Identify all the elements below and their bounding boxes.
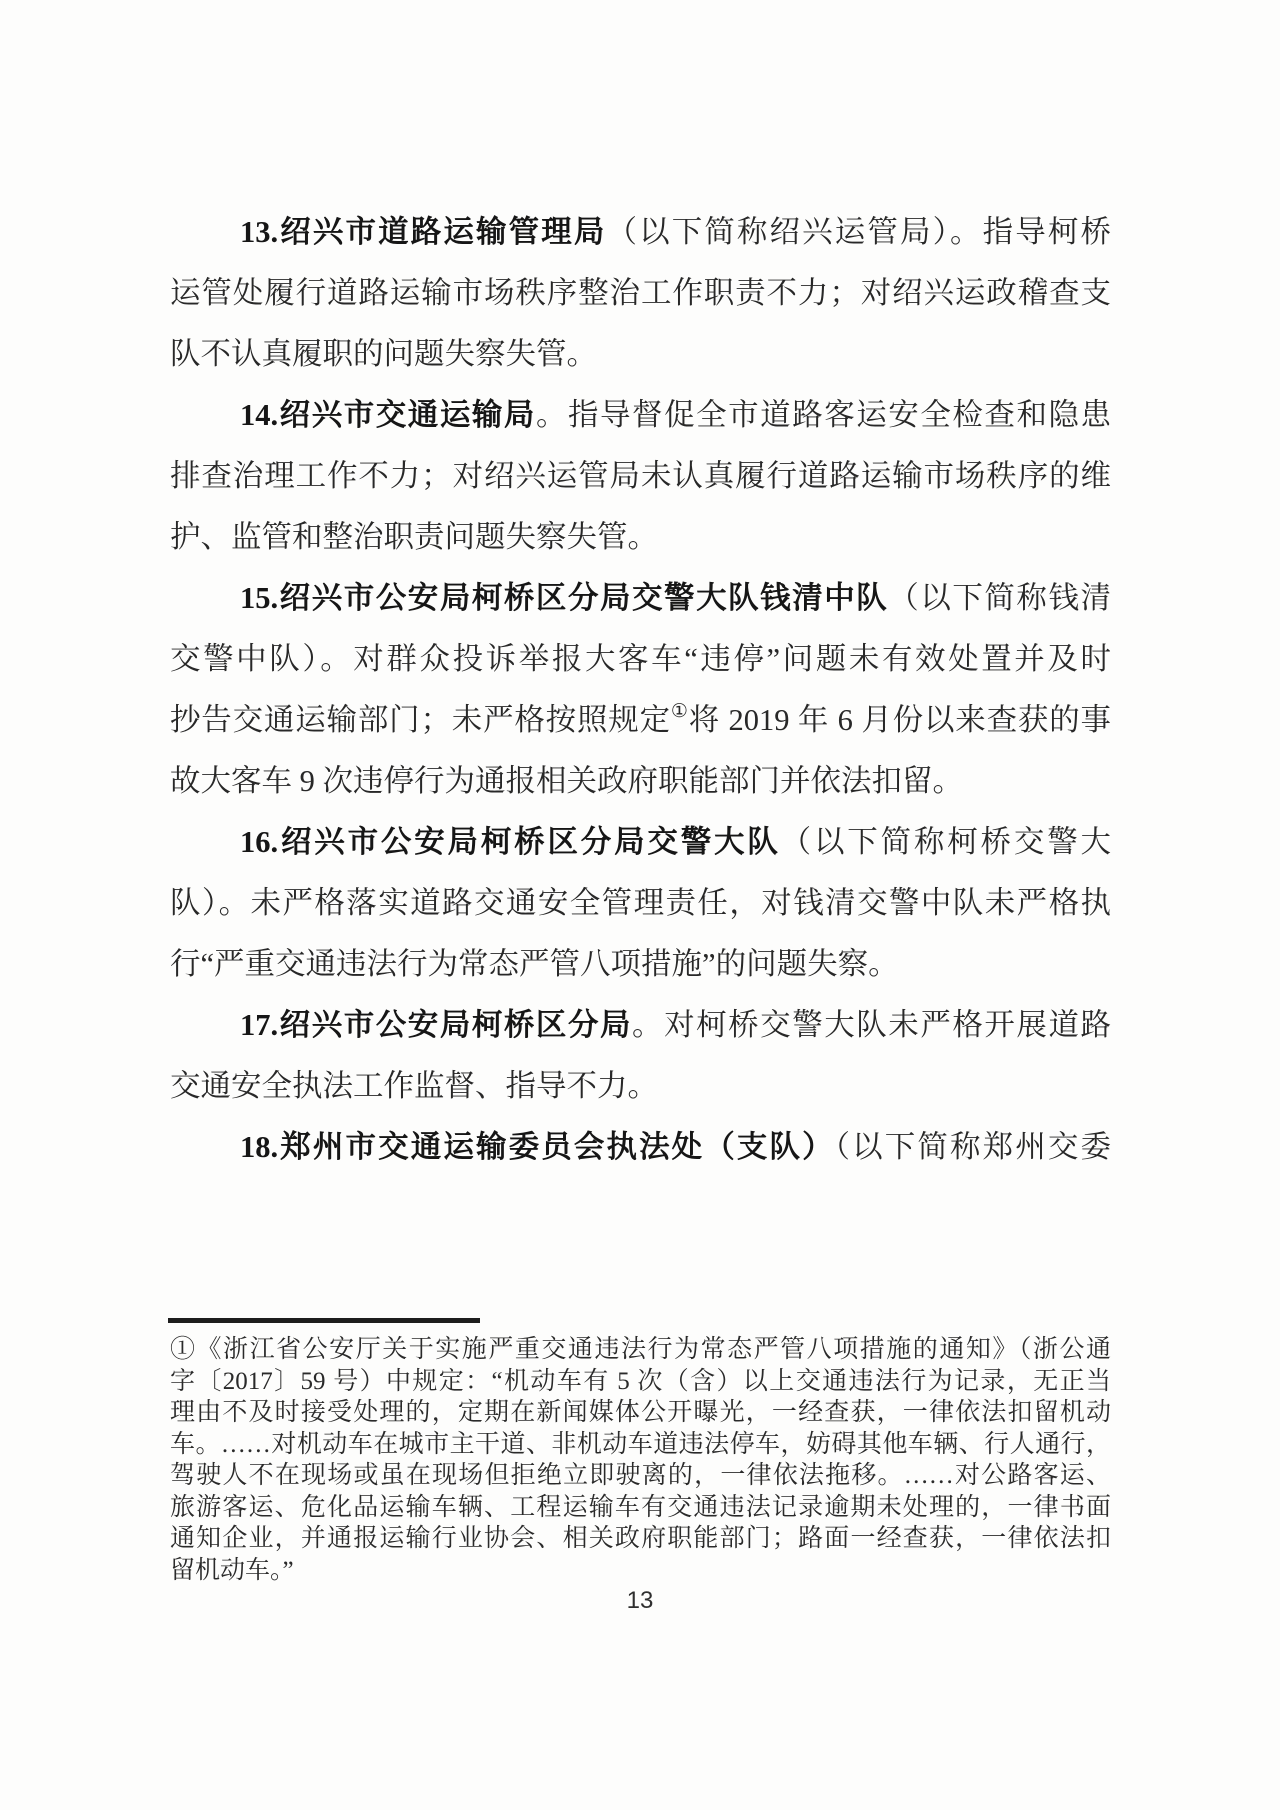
paragraph — [170, 995, 1111, 1117]
footnote-line: 字〔2017〕59 号）中规定：“机动车有 5 次（含）以上交通违法行为记录，无正当 — [170, 1367, 1111, 1395]
paragraph-heading: 15.绍兴市公安局柯桥区分局交警大队钱清中队 — [240, 581, 889, 615]
text-line — [170, 202, 1111, 263]
body-text: 排查治理工作不力；对绍兴运管局未认真履行道路运输市场秩序的维 — [170, 459, 1111, 493]
footnote-line: 通知企业，并通报运输行业协会、相关政府职能部门；路面一经查获，一律依法扣 — [170, 1525, 1111, 1552]
text-line — [170, 995, 1111, 1056]
body-text: 交警中队）。对群众投诉举报大客车“违停”问题未有效处置并及时 — [170, 642, 1111, 676]
text-line — [170, 873, 1111, 934]
text-line — [170, 934, 1111, 995]
body-text: 故大客车 9 次违停行为通报相关政府职能部门并依法扣留。 — [170, 764, 963, 798]
paragraph — [170, 812, 1111, 995]
text-line — [170, 751, 1111, 812]
text-line — [170, 385, 1111, 446]
text-line — [170, 263, 1111, 324]
body-text: 护、监管和整治职责问题失察失管。 — [170, 520, 658, 554]
body-text: （以下简称郑州交委 — [834, 1130, 1112, 1164]
paragraph — [170, 385, 1111, 568]
footnote-separator — [168, 1318, 480, 1323]
text-line — [170, 1056, 1111, 1117]
body-text: 。指导督促全市道路客运安全检查和隐患 — [535, 398, 1112, 432]
text-line — [170, 324, 1111, 385]
text-line — [170, 1117, 1111, 1178]
text-line — [170, 507, 1111, 568]
body-text: 交通安全执法工作监督、指导不力。 — [170, 1069, 658, 1103]
paragraph-heading: 17.绍兴市公安局柯桥区分局 — [240, 1008, 633, 1042]
body-text: 将 2019 年 6 月份以来查获的事 — [688, 703, 1112, 737]
footnote-line: 驾驶人不在现场或虽在现场但拒绝立即驶离的，一律依法拖移。……对公路客运、 — [170, 1462, 1111, 1489]
footnote-line: 车。……对机动车在城市主干道、非机动车道违法停车，妨碍其他车辆、行人通行， — [170, 1430, 1111, 1458]
footnote-line: 旅游客运、危化品运输车辆、工程运输车有交通违法记录逾期未处理的，一律书面 — [170, 1493, 1111, 1521]
paragraph-heading: 16.绍兴市公安局柯桥区分局交警大队 — [240, 825, 781, 859]
paragraph — [170, 1117, 1111, 1178]
text-line — [170, 690, 1111, 751]
body-text: 队不认真履职的问题失察失管。 — [170, 337, 597, 371]
body-text: （以下简称钱清 — [888, 581, 1111, 615]
body-text: 队）。未严格落实道路交通安全管理责任，对钱清交警中队未严格执 — [170, 886, 1111, 920]
body-text: 行“严重交通违法行为常态严管八项措施”的问题失察。 — [170, 947, 899, 981]
text-line — [170, 568, 1111, 629]
body-text: （以下简称柯桥交警大 — [780, 825, 1112, 859]
body-text: 抄告交通运输部门；未严格按照规定 — [170, 703, 671, 737]
body-text: 。对柯桥交警大队未严格开展道路 — [632, 1008, 1112, 1042]
document-body — [170, 202, 1111, 1178]
paragraph-heading: 14.绍兴市交通运输局 — [240, 398, 536, 432]
paragraph — [170, 202, 1111, 385]
text-line — [170, 446, 1111, 507]
body-text: 运管处履行道路运输市场秩序整治工作职责不力；对绍兴运政稽查支 — [170, 276, 1111, 310]
paragraph — [170, 568, 1111, 812]
footnote — [170, 1334, 1111, 1586]
footnote-line: 理由不及时接受处理的，定期在新闻媒体公开曝光，一经查获，一律依法扣留机动 — [170, 1399, 1111, 1426]
text-line — [170, 812, 1111, 873]
body-text: （以下简称绍兴运管局）。指导柯桥 — [606, 215, 1112, 249]
text-line — [170, 629, 1111, 690]
page-number: 13 — [626, 1587, 654, 1614]
paragraph-heading: 18.郑州市交通运输委员会执法处（支队） — [240, 1130, 835, 1164]
footnote-line: ①《浙江省公安厅关于实施严重交通违法行为常态严管八项措施的通知》（浙公通 — [170, 1336, 1111, 1363]
footnote-line: 留机动车。” — [170, 1556, 294, 1584]
paragraph-heading: 13.绍兴市道路运输管理局 — [240, 215, 607, 249]
footnote-ref-mark: ① — [670, 701, 689, 722]
